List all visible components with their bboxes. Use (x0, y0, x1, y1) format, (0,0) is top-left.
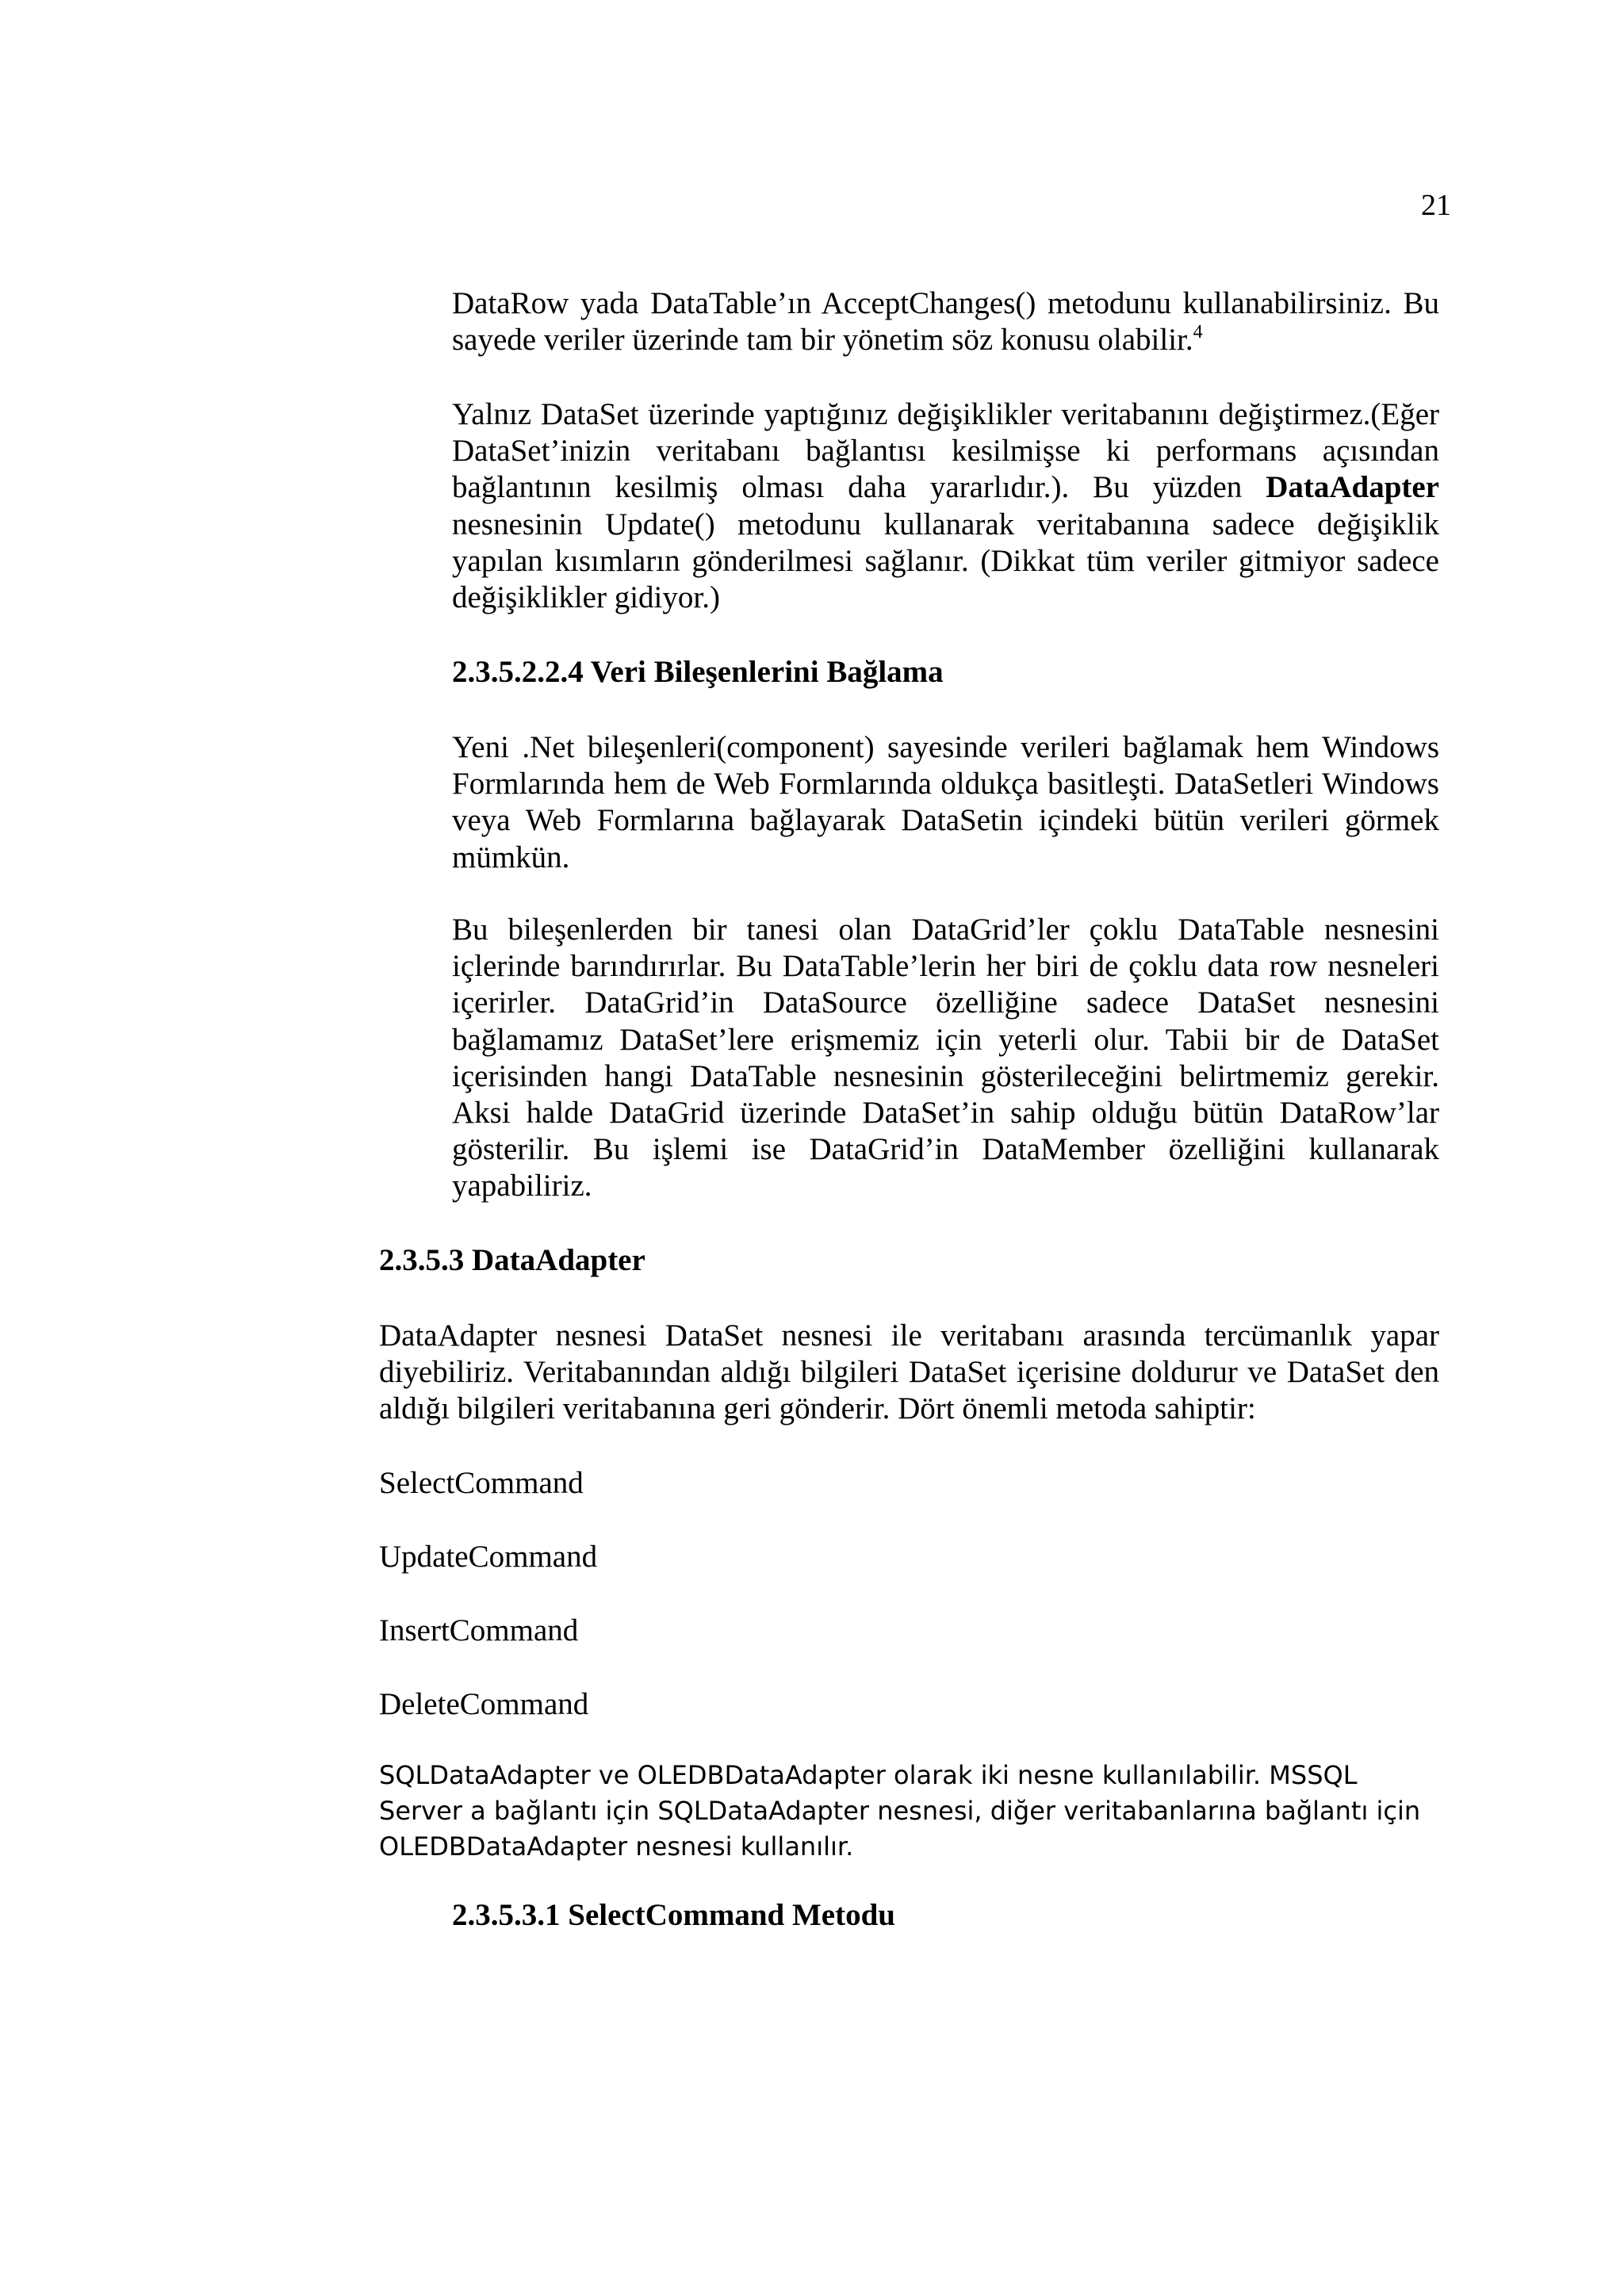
section-heading-veri-bilesenleri: 2.3.5.2.2.4 Veri Bileşenlerini Bağlama (452, 655, 944, 689)
section-heading-selectcommand: 2.3.5.3.1 SelectCommand Metodu (452, 1898, 895, 1932)
section-heading-dataadapter: 2.3.5.3 DataAdapter (379, 1243, 645, 1277)
paragraph-acceptchanges (452, 285, 1439, 358)
page-number: 21 (1421, 189, 1451, 222)
bold-term-dataadapter: DataAdapter (1266, 470, 1439, 505)
method-updatecommand: UpdateCommand (379, 1540, 598, 1574)
paragraph-acceptchanges-text: DataRow yada DataTable’ın AcceptChanges() metodunu kullanabilirsiniz. Bu sayede veriler üzerinde tam bir yönetim söz konusu olabilir. (452, 286, 1439, 358)
paragraph-dataset-changes-start: Yalnız DataSet üzerinde yaptığınız değişiklikler veritabanını değiştirmez.(Eğer DataSet’inizin veritabanı bağlantısı kesilmişse ki performans açısından bağlantının kesilmiş olması daha yararlıdır.). Bu yüzden (452, 397, 1439, 505)
paragraph-datagrid: Bu bileşenlerden bir tanesi olan DataGrid’ler çoklu DataTable nesnesini içlerinde barındırırlar. Bu DataTable’lerin her biri de çoklu data row nesneleri içerirler. DataGrid’in DataSource özelliğine sadece DataSet nesnesini bağlamamız DataSet’lere erişmemiz için yeterli olur. Tabii bir de DataSet içerisinden hangi DataTable nesnesinin gösterileceğini belirtmemiz gerekir. Aksi halde DataGrid üzerinde DataSet’in sahip olduğu bütün DataRow’lar gösterilir. Bu işlemi ise DataGrid’in DataMember özelliğini kullanarak yapabiliriz. (452, 913, 1439, 1203)
method-insertcommand: InsertCommand (379, 1613, 579, 1647)
method-selectcommand: SelectCommand (379, 1466, 584, 1500)
method-deletecommand: DeleteCommand (379, 1687, 589, 1721)
paragraph-dataset-changes-end: nesnesinin Update() metodunu kullanarak veritabanına sadece değişiklik yapılan kısımların gönderilmesi sağlanır. (Dikkat tüm veriler gitmiyor sadece değişiklikler gidiyor.) (452, 507, 1439, 615)
paragraph-net-components: Yeni .Net bileşenleri(component) sayesinde verileri bağlamak hem Windows Formlarında hem de Web Formlarında oldukça basitleşti. DataSetleri Windows veya Web Formlarına bağlayarak DataSetin içindeki bütün verileri görmek mümkün. (452, 730, 1439, 874)
paragraph-dataset-changes (452, 396, 1439, 616)
footnote-reference: 4 (1193, 322, 1203, 343)
paragraph-dataadapter-intro: DataAdapter nesnesi DataSet nesnesi ile veritabanı arasında tercümanlık yapar diyebiliriz. Veritabanından aldığı bilgileri DataSet içerisine doldurur ve DataSet den aldığı bilgileri veritabanına geri gönderir. Dört önemli metoda sahiptir: (379, 1318, 1439, 1426)
paragraph-adapter-types: SQLDataAdapter ve OLEDBDataAdapter olarak iki nesne kullanılabilir. MSSQL Server a bağlantı için SQLDataAdapter nesnesi, diğer veritabanlarına bağlantı için OLEDBDataAdapter nesnesi kullanılır. (379, 1760, 1421, 1862)
